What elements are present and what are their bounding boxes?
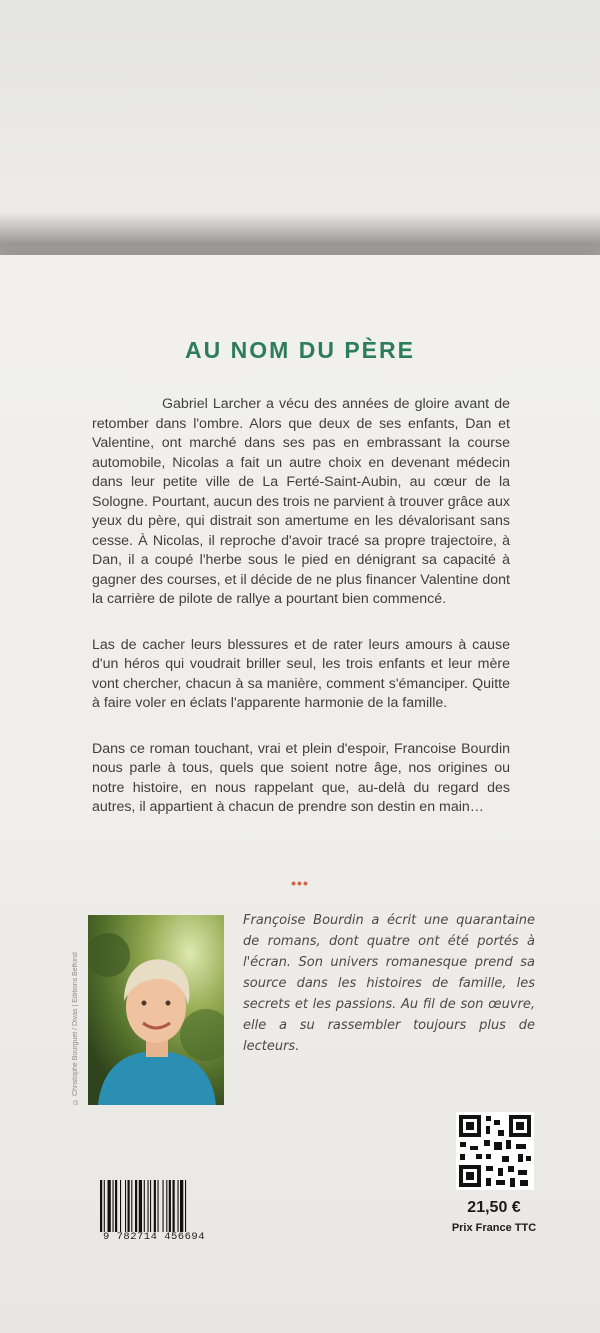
author-photo [88,915,224,1105]
book-back-cover [0,255,600,1333]
synopsis-paragraph-2: Las de cacher leurs blessures et de rater leurs amours à cause d'un héros qui voudrait briller seul, les trois enfants et leur mère vont chercher, chacun à sa manière, comment s'émanciper. Quitte à faire voler en éclats l'apparente harmonie de la famille. [92,636,510,711]
section-separator: ••• [291,875,309,891]
barcode-icon [98,1180,214,1232]
synopsis [92,395,510,844]
author-bio: Françoise Bourdin a écrit une quarantaine de romans, dont quatre ont été portés à l'écran. Son univers romanesque prend sa source dans les histoires de famille, les secrets et les passions. Au fil de son œuvre, elle a su rassembler toujours plus de lecteurs. [243,913,535,1054]
price-note: Prix France TTC [451,1222,537,1234]
qr-code-icon [456,1112,534,1190]
price: 21,50 € [467,1199,521,1216]
synopsis-paragraph-1: Gabriel Larcher a vécu des années de gloire avant de retomber dans l'ombre. Alors que deux de ses enfants, Dan et Valentine, ont marché dans ses pas en embrassant la course automobile, Nicolas a fait un autre choix en devenant médecin dans leur petite ville de La Ferté-Saint-Aubin, au cœur de la Sologne. Pourtant, aucun des trois ne parvient à trouver grâce aux yeux du père, qui distrait son amertume en les dévalorisant sans cesse. À Nicolas, il reproche d'avoir tracé sa propre trajectoire, à Dan, il a coupé l'herbe sous le pied en dénigrant sa capacité à gagner des courses, et il décide de ne plus financer Valentine dont la carrière de pilote de rallye a pourtant bien commencé. [92,396,510,607]
book-title: AU NOM DU PÈRE [185,337,415,363]
photo-credit: © Christophe Bourguet / Divas | Éditions Belfond [72,952,79,1105]
isbn-number: 9 782714 456694 [102,1231,205,1243]
author-portrait [88,915,224,1105]
synopsis-paragraph-3: Dans ce roman touchant, vrai et plein d'espoir, Francoise Bourdin nous parle à tous, quels que soient notre âge, nos origines ou notre histoire, en nous rappelant que, au-delà du regard des autres, il appartient à chacun de prendre son destin en main… [92,740,510,815]
